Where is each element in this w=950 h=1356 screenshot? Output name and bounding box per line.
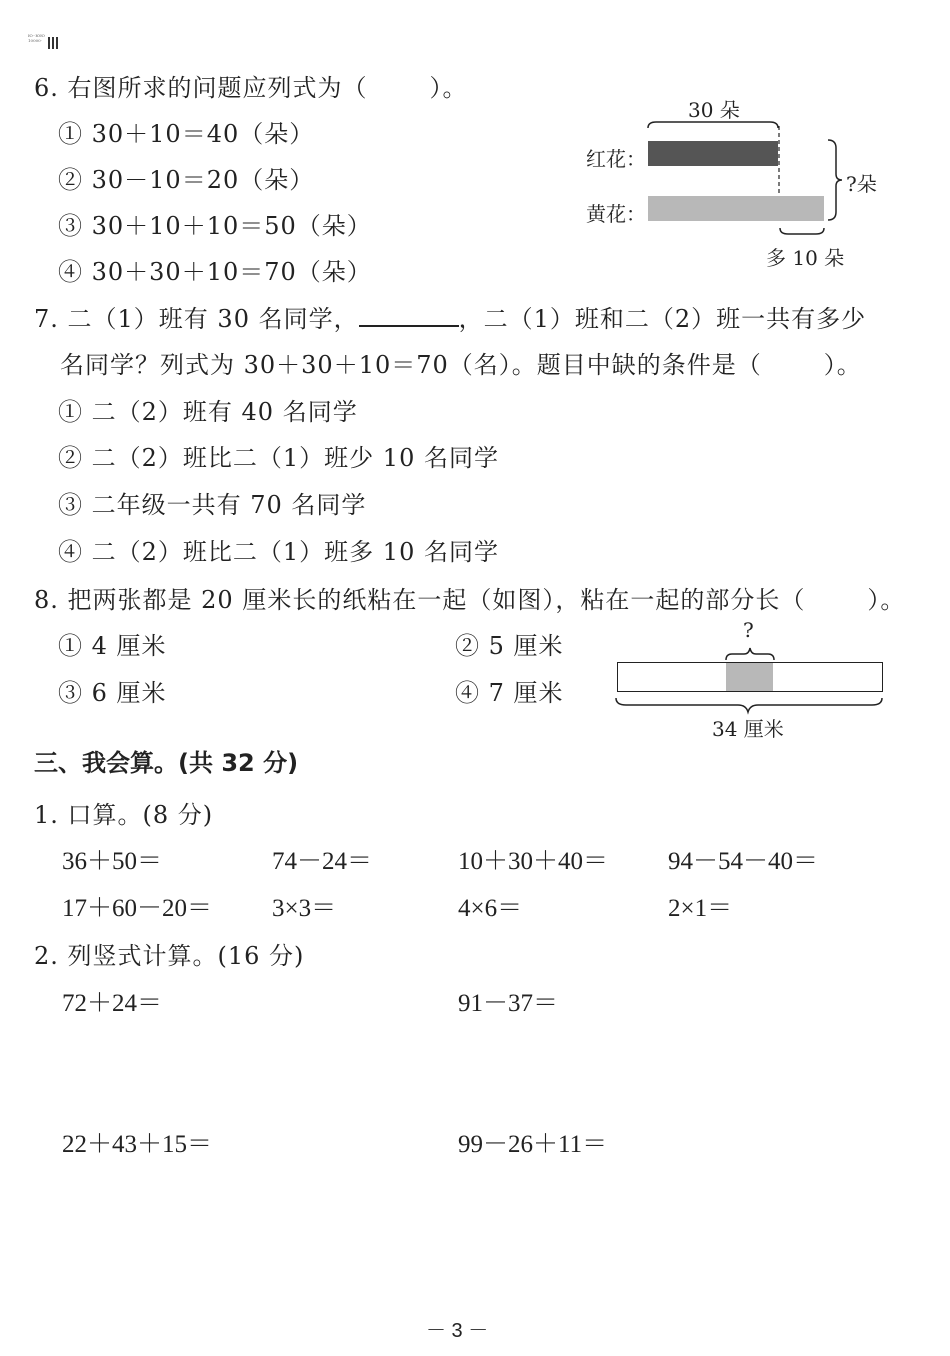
- q6-option-4[interactable]: ④ 30＋30＋10＝70（朵）: [58, 258, 372, 286]
- q6-yellow-bar: [648, 196, 824, 221]
- q8-option-3[interactable]: ③ 6 厘米: [58, 679, 167, 707]
- q6-bottom-label: 多 10 朵: [766, 246, 845, 270]
- q7-line1-b: ，二（1）班和二（2）班一共有多少: [458, 305, 867, 333]
- q6-top-label: 30 朵: [688, 98, 740, 122]
- q6-stem: [34, 68, 468, 103]
- q6-stem-text: 6. 右图所求的问题应列式为（: [34, 74, 368, 102]
- q8-option-4[interactable]: ④ 7 厘米: [455, 679, 564, 707]
- q8-option-1[interactable]: ① 4 厘米: [58, 632, 167, 660]
- q8-option-2[interactable]: ② 5 厘米: [455, 632, 564, 660]
- vertical-calc-item: 99－26＋11＝: [458, 1131, 608, 1158]
- q8-question-mark: ?: [743, 618, 754, 642]
- oral-calc-item: 10＋30＋40＝: [458, 848, 609, 875]
- part1-title: 1. 口算。(8 分): [34, 801, 214, 829]
- vertical-calc-item: 91－37＝: [458, 990, 559, 1017]
- q7-line2-a: 名同学？列式为 30＋30＋10＝70（名）。题目中缺的条件是（: [60, 351, 762, 379]
- q8-stem-text: 8. 把两张都是 20 厘米长的纸粘在一起（如图），粘在一起的部分长（: [34, 586, 806, 614]
- q6-red-label: 红花：: [586, 147, 646, 171]
- q7-line2-b: ）。: [823, 351, 862, 379]
- q6-right-label: ?朵: [846, 172, 877, 196]
- q8-top-brace: [726, 648, 774, 660]
- q6-stem-end: ）。: [429, 74, 468, 102]
- q6-option-3[interactable]: ③ 30＋10＋10＝50（朵）: [58, 212, 372, 240]
- q8-bottom-label: 34 厘米: [712, 717, 784, 741]
- q7-option-3[interactable]: ③ 二年级一共有 70 名同学: [58, 491, 367, 519]
- section3-title: 三、我会算。(共 32 分): [34, 749, 299, 777]
- q6-option-2[interactable]: ② 30－10＝20（朵）: [58, 166, 315, 194]
- oral-calc-item: 2×1＝: [668, 895, 733, 922]
- q7-option-2[interactable]: ② 二（2）班比二（1）班少 10 名同学: [58, 444, 499, 472]
- q8-stem-end: ）。: [867, 586, 906, 614]
- part2-title: 2. 列竖式计算。(16 分): [34, 942, 305, 970]
- q6-red-bar: [648, 141, 778, 166]
- q7-line1: [34, 299, 866, 334]
- oral-calc-item: 4×6＝: [458, 895, 523, 922]
- q6-right-brace: [828, 140, 842, 220]
- header-tiny-text: Ю··ЮЮ 10000·: [28, 33, 45, 43]
- q8-diagram-braces: [610, 640, 890, 715]
- q6-bottom-brace: [780, 228, 824, 234]
- q7-fill-blank[interactable]: [359, 303, 459, 327]
- q6-option-1[interactable]: ① 30＋10＝40（朵）: [58, 120, 315, 148]
- q6-top-brace: [648, 122, 778, 128]
- page-number: － 3 －: [426, 1320, 489, 1342]
- q7-option-4[interactable]: ④ 二（2）班比二（1）班多 10 名同学: [58, 538, 499, 566]
- vertical-calc-item: 22＋43＋15＝: [62, 1131, 213, 1158]
- q8-stem: [34, 580, 905, 615]
- q7-line2: [60, 345, 862, 380]
- oral-calc-item: 17＋60－20＝: [62, 895, 213, 922]
- q6-yellow-label: 黄花：: [586, 202, 646, 226]
- q7-line1-a: 7. 二（1）班有 30 名同学，: [34, 305, 359, 333]
- oral-calc-item: 36＋50＝: [62, 848, 163, 875]
- q7-option-1[interactable]: ① 二（2）班有 40 名同学: [58, 398, 358, 426]
- oral-calc-item: 74－24＝: [272, 848, 373, 875]
- vertical-calc-item: 72＋24＝: [62, 990, 163, 1017]
- qr-code-icon: [48, 37, 60, 49]
- oral-calc-item: 94－54－40＝: [668, 848, 819, 875]
- oral-calc-item: 3×3＝: [272, 895, 337, 922]
- q8-bottom-brace: [616, 698, 882, 712]
